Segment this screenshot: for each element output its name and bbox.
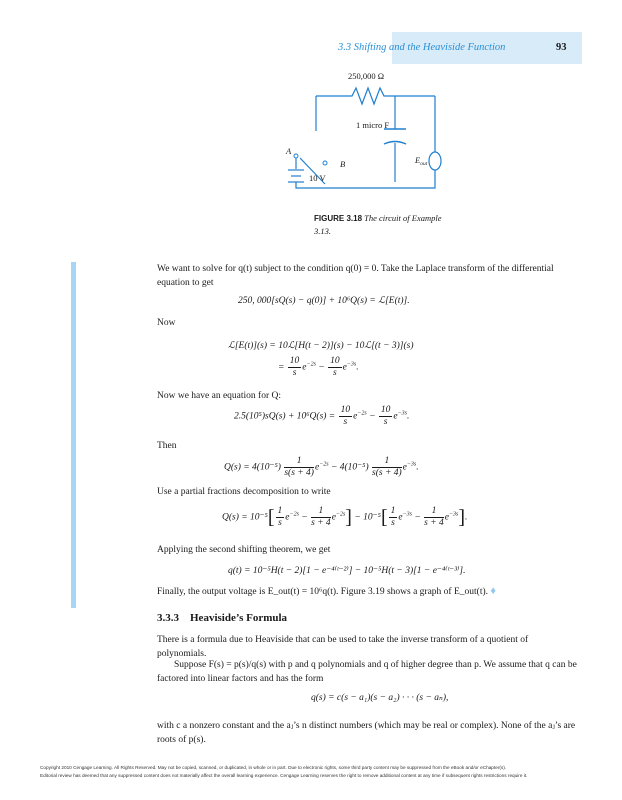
equation-q: 2.5(10⁵)sQ(s) + 10⁶Q(s) = $\frac{10}{s}$ $e^{-2s}$ − $\frac{10}{s}$ $e^{-3s}$. [234,405,410,427]
caption-label: FIGURE 3.18 [314,214,363,223]
paragraph-heaviside-assumption: Suppose F(s) = p(s)/q(s) with p and q polynomials and q of higher degree than p. We assume that q can be factored into linear factors and has the form [157,660,577,684]
paragraph-equation-q: Now we have an equation for Q: [157,391,281,401]
switch-b-label: B [340,159,346,169]
terminal-b-icon [323,161,327,165]
switch-a-label: A [286,146,292,156]
equation-q-solved: Q(s) = 4(10⁻⁵) $\frac{1}{s(s + 4)}$ $e^{-2s} - 4(10^{-5})$ $\frac{1}{s(s + 4)}$ $e^{-3s}$. [224,456,419,478]
resistor-wire [316,88,435,104]
equation-transform: 250, 000[sQ(s) − q(0)] + 10⁶Q(s) = ℒ[E(t)]. [238,296,410,306]
caption-text: The circuit of Example 3.13. [314,213,442,236]
output-meter-icon [429,152,441,170]
equation-forcing-result: = $\frac{10}{s}$ $e^{-2s}$ − $\frac{10}{s}$ $e^{-3s}$. [278,356,359,378]
capacitor-label: 1 micro F [356,120,390,130]
paragraph-laplace: We want to solve for q(t) subject to the condition q(0) = 0. Take the Laplace transform of the differential equation to get [157,264,554,288]
end-of-example-icon: ♦ [490,585,497,597]
copyright-line-2: Editorial review has deemed that any suppressed content does not materially affect the overall learning experience. Cengage Learning reserves the right to remove additional content at any time if subsequent rights restrictions require it. [40,773,528,778]
circuit-figure [270,66,470,196]
example-margin-bar [71,262,76,608]
copyright-footer [40,764,585,780]
copyright-line-1: Copyright 2010 Cengage Learning. All Rights Reserved. May not be copied, scanned, or duplicated, in whole or in part. Due to electronic rights, some third party content may be suppressed from the eBook and/or eChapter(s). [40,765,507,770]
equation-forcing: ℒ[E(t)](s) = 10ℒ[H(t − 2)](s) − 10ℒ[(t − 3)](s) [228,341,414,351]
equation-factorization: q(s) = c(s − a₁)(s − a₂) · · · (s − aₙ), [311,693,449,703]
page-number: 93 [556,42,567,53]
label-now: Now [157,318,176,328]
paragraph-output-voltage: Finally, the output voltage is E_out(t) = 10⁶q(t). Figure 3.19 shows a graph of E_out(t). ♦ [157,585,497,597]
section-title: Heaviside’s Formula [190,612,288,624]
running-header: 3.3 Shifting and the Heaviside Function [338,42,506,53]
terminal-a-icon [294,154,298,158]
equation-partial-fractions: Q(s) = 10⁻⁵[ $\frac{1}{s}$ $e^{-2s}$ − $\frac{1}{s + 4}$ $e^{-2s}] - 10^{-5}$[ $\frac{1}{s}$ $e^{-3s}$ − $\frac{1}{s + 4}$ $e^{-3s}$]. [222,506,468,529]
label-then: Then [157,441,177,451]
figure-caption [314,212,454,237]
section-heading [157,612,287,624]
section-number: 3.3.3 [157,612,179,624]
paragraph-partial-fractions: Use a partial fractions decomposition to write [157,487,331,497]
resistor-label: 250,000 Ω [348,71,385,81]
paragraph-shifting: Applying the second shifting theorem, we get [157,545,331,555]
battery-label: 10 V [309,173,326,183]
equation-q-t: q(t) = 10⁻⁵H(t − 2)[1 − e⁻⁴⁽ᵗ⁻²⁾] − 10⁻⁵H(t − 3)[1 − e⁻⁴⁽ᵗ⁻³⁾]. [228,566,466,576]
paragraph-heaviside-intro: There is a formula due to Heaviside that can be used to take the inverse transform of a quotient of polynomials. [157,635,529,659]
output-label: $E_{out}$ [415,155,428,167]
paragraph-distinct-roots: with c a nonzero constant and the aⱼ’s n distinct numbers (which may be real or complex). None of the aⱼ’s are roots of p(s). [157,721,576,745]
